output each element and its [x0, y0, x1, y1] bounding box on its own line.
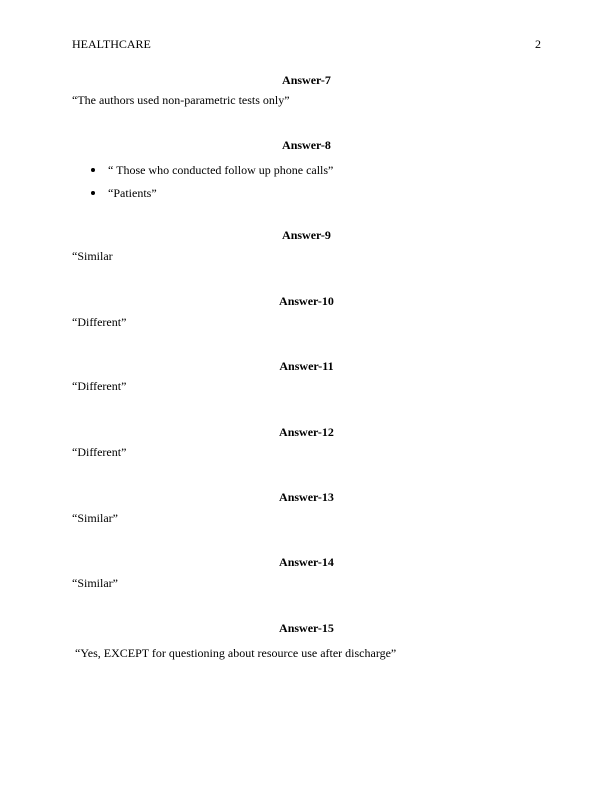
answer-10-text: “Different”	[72, 315, 127, 329]
bullet-icon	[91, 191, 95, 195]
answer-13-text: “Similar”	[72, 511, 118, 525]
answer-8-bullet-1: “ Those who conducted follow up phone calls”	[108, 163, 334, 177]
answer-7-text: “The authors used non-parametric tests only”	[72, 93, 290, 107]
running-head	[72, 37, 541, 51]
running-head-title: HEALTHCARE	[72, 37, 151, 51]
answer-8-bullet-2: “Patients”	[108, 186, 157, 200]
list-item	[72, 186, 541, 200]
answer-12-heading: Answer-12	[279, 425, 334, 439]
answer-7-heading: Answer-7	[282, 73, 331, 87]
answer-14-heading: Answer-14	[279, 555, 334, 569]
answer-13-heading: Answer-13	[279, 490, 334, 504]
answer-10-heading: Answer-10	[279, 294, 334, 308]
answer-11-heading: Answer-11	[279, 359, 334, 373]
answer-15-heading: Answer-15	[279, 621, 334, 635]
answer-8-heading: Answer-8	[282, 138, 331, 152]
answer-9-heading: Answer-9	[282, 228, 331, 242]
answer-11-text: “Different”	[72, 379, 127, 393]
answer-14-text: “Similar”	[72, 576, 118, 590]
answer-9-text: “Similar	[72, 249, 113, 263]
page-number: 2	[535, 37, 541, 51]
answer-12-text: “Different”	[72, 445, 127, 459]
bullet-icon	[91, 168, 95, 172]
answer-15-text: “Yes, EXCEPT for questioning about resource use after discharge”	[72, 646, 397, 660]
answer-8-bullet-list	[72, 163, 541, 203]
list-item	[72, 163, 541, 177]
